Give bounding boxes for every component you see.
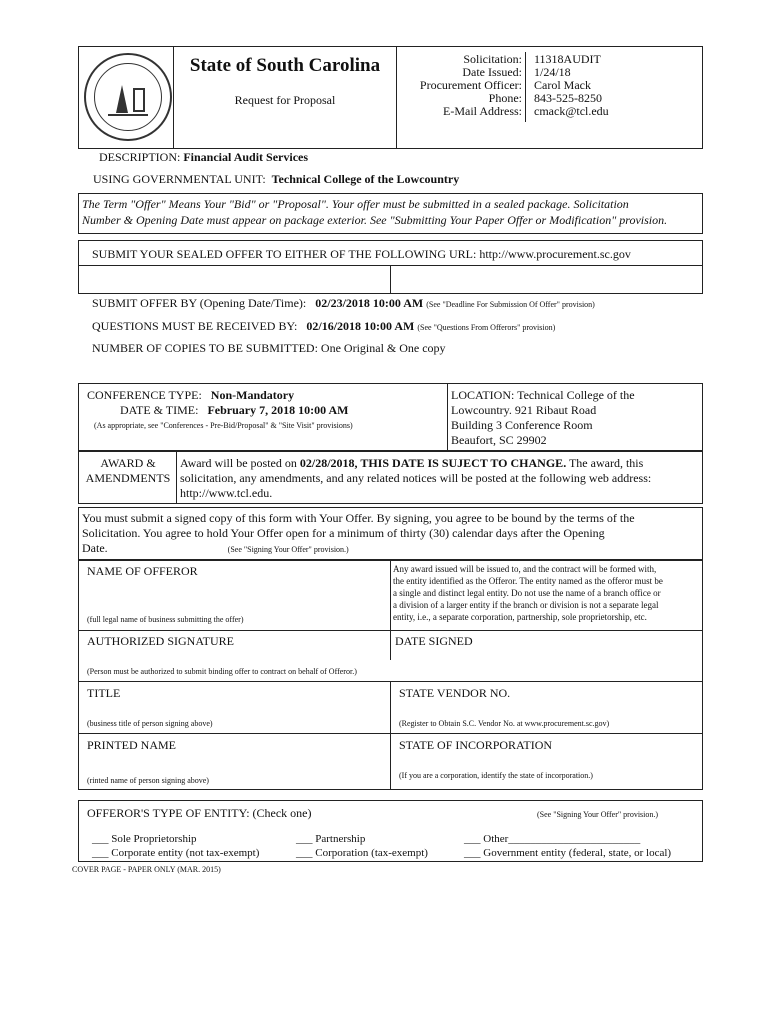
description-row [99,150,308,165]
entity-government[interactable]: ___ Government entity (federal, state, or local) [464,847,672,859]
conference-type-label: CONFERENCE TYPE: [87,388,202,402]
conference-note: (As appropriate, see "Conferences - Pre-Bid/Proposal" & "Site Visit" provisions) [94,421,353,430]
questions-value: 02/16/2018 10:00 AM [306,319,415,333]
offeror-info-line-5: entity, i.e., a separate corporation, partnership, sole proprietorship, etc. [393,612,647,622]
form-fields-divider-3 [390,681,391,790]
sign-notice-line-2: Solicitation. You agree to hold Your Offer open for a minimum of thirty (30) calendar days after the Opening [82,526,605,540]
offer-notice-line-1: The Term "Offer" Means Your "Bid" or "Proposal". Your offer must be submitted in a sealed package. Solicitation [82,197,629,211]
submit-url-split [390,265,391,294]
procurement-officer-label: Procurement Officer: [419,78,522,92]
form-fields-divider [390,560,391,630]
submit-url-text: SUBMIT YOUR SEALED OFFER TO EITHER OF THE FOLLOWING URL: http://www.procurement.sc.gov [92,247,631,261]
email-label: E-Mail Address: [443,104,522,118]
sign-notice-note: (See "Signing Your Offer" provision.) [227,545,349,554]
entity-corporate[interactable]: ___ Corporate entity (not tax-exempt) [92,847,260,859]
signature-note: (Person must be authorized to submit binding offer to contract on behalf of Offeror.) [87,667,357,676]
offeror-info-line-2: the entity identified as the Offeror. The entity named as the offeror must be [393,576,663,586]
award-label [80,456,176,486]
solicitation-value: 11318AUDIT [534,52,601,66]
incorporation-field[interactable] [392,753,700,769]
copies-row: NUMBER OF COPIES TO BE SUBMITTED: One Original & One copy [92,341,446,355]
conference-type-row [87,388,294,403]
entity-note: (See "Signing Your Offer" provision.) [537,810,659,819]
offeror-info-line-4: a division of a larger entity if the branch or division is not a separate legal [393,600,659,610]
award-post: The award, this [566,456,644,470]
signature-field[interactable] [80,648,388,662]
sign-notice-line-1: You must submit a signed copy of this form with Your Offer. By signing, you agree to be bound by the terms of the [82,511,635,525]
unit-row [93,172,459,187]
sign-notice-line-3: Date. [82,541,108,555]
header-divider-2 [396,46,397,149]
award-label-line-1: AWARD & [100,456,156,470]
offer-notice [82,196,702,228]
conference-divider [447,383,448,451]
unit-value: Technical College of the Lowcountry [271,172,460,186]
unit-label: USING GOVERNMENTAL UNIT: [93,172,266,186]
award-url[interactable]: http://www.tcl.edu. [180,486,273,500]
offeror-info [393,563,701,623]
solicitation-label: Solicitation: [463,52,522,66]
description-label: DESCRIPTION: [99,150,181,164]
conference-type-value: Non-Mandatory [210,388,295,402]
submit-offer-label: SUBMIT OFFER BY (Opening Date/Time): [92,296,307,310]
email-value: cmack@tcl.edu [534,104,609,118]
conference-datetime-value: February 7, 2018 10:00 AM [207,403,349,417]
conference-datetime-row [120,403,348,418]
date-signed-field[interactable] [392,648,700,662]
entity-label: OFFEROR'S TYPE OF ENTITY: (Check one) [87,806,312,820]
award-date: 02/28/2018, THIS DATE IS SUJECT TO CHANGE. [299,456,567,470]
location-line-2: Lowcountry. 921 Ribaut Road [451,403,597,417]
form-line-3 [78,733,703,734]
printed-name-label: PRINTED NAME [87,738,176,752]
submit-url-blank-1[interactable] [80,267,388,292]
phone-label: Phone: [488,91,522,105]
header-values [534,53,694,118]
footer: COVER PAGE - PAPER ONLY (MAR. 2015) [72,865,221,874]
vendor-note: (Register to Obtain S.C. Vendor No. at www.procurement.sc.gov) [399,719,610,728]
offeror-name-field[interactable] [80,580,388,612]
conference-location [451,388,635,448]
sign-notice [82,511,702,557]
offer-notice-line-2: Number & Opening Date must appear on package exterior. See "Submitting Your Paper Offer or Modification" provision. [82,213,668,227]
incorporation-note: (If you are a corporation, identify the state of incorporation.) [399,771,593,780]
printed-name-note: (rinted name of person signing above) [87,776,209,785]
description-value: Financial Audit Services [183,150,309,164]
printed-name-field[interactable] [80,753,388,773]
date-signed-label: DATE SIGNED [395,634,473,648]
questions-note: (See "Questions From Offerors" provision) [417,323,556,332]
procurement-officer-value: Carol Mack [534,78,591,92]
offeror-info-line-3: a single and distinct legal entity. Do not use the name of a branch office or [393,588,661,598]
award-line-2: solicitation, any amendments, and any related notices will be posted at the following web address: [180,471,652,485]
award-pre: Award will be posted on [180,456,300,470]
page-subtitle: Request for Proposal [234,93,336,107]
vendor-field[interactable] [392,700,700,714]
title-note: (business title of person signing above) [87,719,213,728]
offeror-name-label: NAME OF OFFEROR [87,564,198,578]
form-fields-divider-2 [390,630,391,660]
header-labels [400,53,522,118]
signature-label: AUTHORIZED SIGNATURE [87,634,234,648]
phone-value: 843-525-8250 [534,91,602,105]
award-text [180,456,700,501]
location-line-4: Beaufort, SC 29902 [451,433,547,447]
entity-other[interactable]: ___ Other________________________ [464,833,641,845]
date-issued-value: 1/24/18 [534,65,571,79]
header-divider-1 [173,46,174,149]
date-issued-label: Date Issued: [462,65,522,79]
page-title: State of South Carolina [189,55,381,76]
entity-partnership[interactable]: ___ Partnership [296,833,366,845]
state-seal-icon [84,53,172,141]
questions-row [92,319,555,334]
location-line-3: Building 3 Conference Room [451,418,593,432]
title-field[interactable] [80,700,388,714]
submit-offer-row [92,296,595,311]
entity-corporation-tax-exempt[interactable]: ___ Corporation (tax-exempt) [296,847,428,859]
questions-label: QUESTIONS MUST BE RECEIVED BY: [92,319,298,333]
entity-sole-proprietorship[interactable]: ___ Sole Proprietorship [92,833,197,845]
submit-offer-note: (See "Deadline For Submission Of Offer" provision) [426,300,595,309]
award-divider [176,451,177,504]
offeror-info-line-1: Any award issued will be issued to, and the contract will be formed with, [393,564,657,574]
award-label-line-2: AMENDMENTS [85,471,171,485]
offeror-name-note: (full legal name of business submitting the offer) [87,615,244,624]
conference-datetime-label: DATE & TIME: [120,403,199,417]
submit-url-blank-2[interactable] [392,267,700,292]
incorporation-label: STATE OF INCORPORATION [399,738,553,752]
vendor-label: STATE VENDOR NO. [399,686,511,700]
title-label: TITLE [87,686,121,700]
header-value-divider [525,52,526,122]
location-line-1: LOCATION: Technical College of the [451,388,635,402]
submit-offer-value: 02/23/2018 10:00 AM [315,296,424,310]
